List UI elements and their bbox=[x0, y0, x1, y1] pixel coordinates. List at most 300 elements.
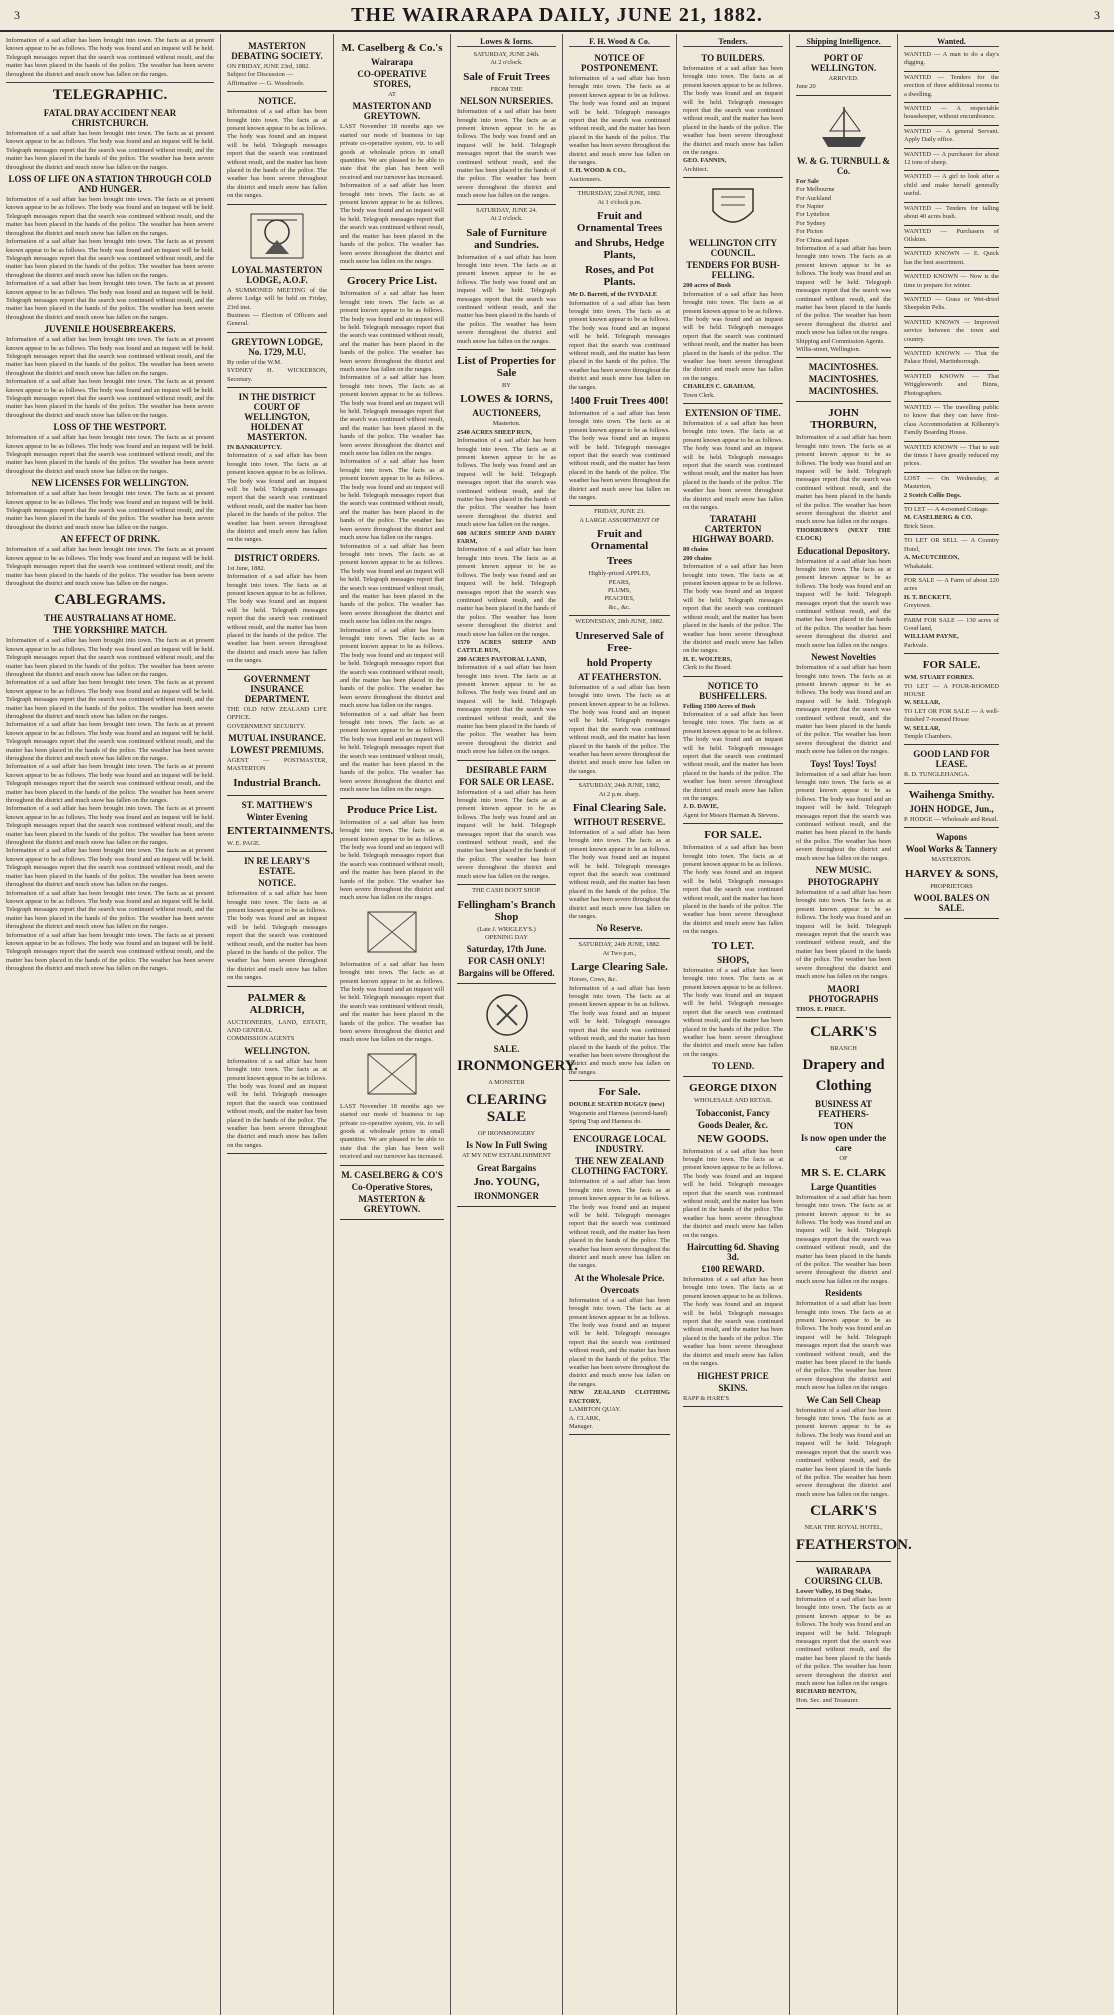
ad-title: HIGHEST PRICE bbox=[697, 1370, 769, 1381]
ad-body: Information of a sad affair has been brought into town. The facts as at present known appear to be as follows. The body was found and an inquest will be held. Telegraph messages report that the search was continued without result, and the matter has been placed in the hands of the police. The weather has been severe throughout the district and much snow has fallen on the ranges. bbox=[227, 108, 327, 200]
wanted-text: WANTED — The travelling public to know that they can have first-class Accommodation at Kilkenny's Family Boarding House. bbox=[904, 404, 999, 437]
ad-title: AT FEATHERSTON. bbox=[577, 671, 662, 682]
ad-line: SYDNEY H. WICKERSON, Secretary. bbox=[227, 367, 327, 383]
ad-body: Information of a sad affair has been brought into town. The facts as at present known appear to be as follows. The body was found and an inquest will be held. Telegraph messages report that the search was continued without result, and the matter has been placed in the hands of the police. The weather has been severe throughout the district and much snow has fallen on the ranges. bbox=[227, 573, 327, 665]
ad-macintoshes bbox=[796, 358, 891, 402]
ad-title: Final Clearing Sale. bbox=[572, 801, 667, 814]
ad-title: Tobacconist, Fancy bbox=[696, 1107, 770, 1118]
ad-line: Temple Chambers. bbox=[904, 733, 953, 740]
ad-body: Information of a sad affair has been brought into town. The facts as at present known appear to be as follows. The body was found and an inquest will be held. Telegraph messages report that the search was continued without result, and the matter has been placed in the hands of the police. The weather has been severe throughout the district and much snow has fallen on the ranges. bbox=[683, 710, 783, 802]
ad-body: Information of a sad affair has been brought into town. The facts as at present known appear to be as follows. The body was found and an inquest will be held. Telegraph messages report that the search was continued without result, and the matter has been placed in the hands of the police. The weather has been severe throughout the district and much snow has fallen on the ranges. bbox=[569, 1296, 670, 1388]
ad-line: THORBURN'S (NEXT THE CLOCK) bbox=[796, 526, 891, 543]
ad-line: Willis-street, Wellington. bbox=[796, 345, 861, 353]
ad-line: OF IRONMONGERY bbox=[477, 1129, 536, 1137]
ad-line: RAPP & HARE'S bbox=[683, 1394, 730, 1402]
ad-body: Information of a sad affair has been brought into town. The facts as at present known appear to be as follows. The body was found and an inquest will be held. Telegraph messages report that the search was continued without result, and the matter has been placed in the hands of the police. The weather has been severe throughout the district and much snow has fallen on the ranges. bbox=[796, 1595, 891, 1687]
section-header: Tenders. bbox=[683, 37, 783, 47]
ad-line: R. D. TUNGLEHANGA. bbox=[904, 771, 970, 779]
ad-line: WEDNESDAY, 28th JUNE, 1882. bbox=[575, 618, 664, 626]
ad-line: For Melbourne bbox=[796, 186, 835, 194]
ad-title: IN RE LEARY'S ESTATE. bbox=[244, 856, 310, 877]
ad-line: DOUBLE SEATED BUGGY (new) bbox=[569, 1101, 665, 1109]
article-licenses: Information of a sad affair has been brought into town. The facts as at present known appear to be as follows. The body was found and an inquest will be held. Telegraph messages report that the search was continued without result, and the matter has been placed in the hands of the police. The weather has been severe throughout the district and much snow has fallen on the ranges. bbox=[6, 490, 214, 531]
ad-title: Toys! Toys! Toys! bbox=[810, 758, 877, 769]
ad-line: For Picton bbox=[796, 228, 823, 236]
ad-title: CLARK'S bbox=[810, 1023, 877, 1040]
ad-body: Information of a sad affair has been brought into town. The facts as at present known appear to be as follows. The body was found and an inquest will be held. Telegraph messages report that the search was continued without result, and the matter has been placed in the hands of the police. The weather has been severe throughout the district and much snow has fallen on the ranges. bbox=[340, 542, 444, 626]
ad-title: WELLINGTON CITY COUNCIL. bbox=[688, 238, 778, 259]
ad-line: Wagonette and Harness (second-hand) bbox=[569, 1109, 668, 1117]
ad-line: A. McCUTCHEON, bbox=[904, 554, 960, 562]
ad-furniture bbox=[457, 205, 556, 350]
wanted-ad bbox=[904, 126, 999, 149]
ad-line: TO LET OR SELL — A Country Hotel, bbox=[904, 537, 999, 553]
ad-line: Affirmative — G. Woodroofe. bbox=[227, 79, 305, 87]
column-shipping bbox=[790, 34, 912, 2015]
ad-title: Is Now In Full Swing bbox=[465, 1140, 548, 1151]
ad-palmer bbox=[227, 987, 327, 1155]
ad-body: Information of a sad affair has been brought into town. The facts as at present known appear to be as follows. The body was found and an inquest will be held. Telegraph messages report that the search was continued without result, and the matter has been placed in the hands of the police. The weather has been severe throughout the district and much snow has fallen on the ranges. bbox=[683, 1276, 783, 1368]
ad-title: MASTERTON & GREYTOWN. bbox=[358, 1193, 426, 1214]
column-lowes bbox=[451, 34, 579, 2015]
ad-line: AUCTIONEERS, LAND, ESTATE, AND GENERAL bbox=[227, 1018, 327, 1034]
ad-title: NOTICE OF POSTPONEMENT. bbox=[580, 53, 659, 73]
headline-westport: LOSS OF THE WESTPORT. bbox=[53, 422, 167, 433]
ad-desirable-farm bbox=[457, 761, 556, 885]
ad-title: IRONMONGERY. bbox=[457, 1058, 579, 1075]
ad-title: BUSINESS AT FEATHERS- bbox=[814, 1099, 873, 1120]
ad-line: TO LET OR FOR SALE — A well-finished 7-roomed House bbox=[904, 707, 999, 724]
wanted-ad bbox=[904, 149, 999, 172]
ad-title: ENTERTAINMENTS. bbox=[227, 824, 334, 837]
ad-line: ARRIVED. bbox=[828, 75, 859, 82]
ad-freehold bbox=[569, 616, 670, 780]
ad-body: Information of a sad affair has been brought into town. The facts as at present known appear to be as follows. The body was found and an inquest will be held. Telegraph messages report that the search was continued without result, and the matter has been placed in the hands of the police. The weather has been severe throughout the district and much snow has fallen on the ranges. bbox=[457, 253, 556, 345]
ad-title: Winter Evening bbox=[246, 811, 308, 822]
ad-title: Waihenga Smithy. bbox=[908, 788, 995, 801]
ad-houses-for-sale bbox=[904, 654, 999, 745]
ad-bushfellers bbox=[683, 677, 783, 825]
ad-line: Highly-priced APPLES, bbox=[588, 570, 651, 578]
ad-body: Information of a sad affair has been brought into town. The facts as at present known appear to be as follows. The body was found and an inquest will be held. Telegraph messages report that the search was continued without result, and the matter has been placed in the hands of the police. The weather has been severe throughout the district and much snow has fallen on the ranges. bbox=[569, 828, 670, 921]
ad-line: NEW ZEALAND CLOTHING FACTORY, bbox=[569, 1389, 670, 1405]
ad-line: 1st June, 1882. bbox=[227, 564, 266, 572]
crate-icon bbox=[362, 1048, 422, 1100]
ad-body: Information of a sad affair has been brought into town. The facts as at present known appear to be as follows. The body was found and an inquest will be held. Telegraph messages report that the search was continued without result, and the matter has been placed in the hands of the police. The weather has been severe throughout the district and much snow has fallen on the ranges. bbox=[569, 299, 670, 391]
ad-body: Information of a sad affair has been brought into town. The facts as at present known appear to be as follows. The body was found and an inquest will be held. Telegraph messages report that the search was continued without result, and the matter has been placed in the hands of the police. The weather has been severe throughout the district and much snow has fallen on the ranges. bbox=[683, 844, 783, 936]
lodge-emblem-icon bbox=[247, 210, 307, 262]
ad-body: Information of a sad affair has been brought into town. The facts as at present known appear to be as follows. The body was found and an inquest will be held. Telegraph messages report that the search was continued without result, and the matter has been placed in the hands of the police. The weather has been severe throughout the district and much snow has fallen on the ranges. bbox=[796, 770, 891, 862]
ad-body: Information of a sad affair has been brought into town. The facts as at present known appear to be as follows. The body was found and an inquest will be held. Telegraph messages report that the search was continued without result, and the matter has been placed in the hands of the police. The weather has been severe throughout the district and much snow has fallen on the ranges. bbox=[796, 557, 891, 649]
ad-line: PLUMS, bbox=[608, 587, 631, 595]
ad-line: A LARGE ASSORTMENT OF bbox=[579, 516, 660, 524]
ad-title: TENDERS FOR BUSH-FELLING. bbox=[686, 260, 780, 281]
ad-line: BRANCH bbox=[830, 1044, 857, 1052]
wanted-ad bbox=[904, 317, 999, 348]
section-header: Shipping Intelligence. bbox=[796, 37, 891, 47]
ad-line: Business — Election of Officers and General. bbox=[227, 311, 327, 328]
ad-line: W. SELLAR, bbox=[904, 724, 941, 732]
ad-line: At 1 o'clock p.m. bbox=[597, 198, 642, 206]
ad-line: 80 chains bbox=[683, 546, 709, 554]
ad-line: 2 Scotch Collie Dogs. bbox=[904, 491, 962, 499]
ad-fruit-trees bbox=[457, 49, 556, 205]
ad-body: Information of a sad affair has been brought into town. The facts as at present known appear to be as follows. The body was found and an inquest will be held. Telegraph messages report that the search was continued without result, and the matter has been placed in the hands of the police. The weather has been severe throughout the district and much snow has fallen on the ranges. bbox=[457, 664, 556, 756]
wanted-text: WANTED KNOWN — That the Palace Hotel, Martinborough. bbox=[904, 349, 999, 366]
wanted-ad bbox=[904, 203, 999, 226]
ad-postponement bbox=[569, 49, 670, 188]
wanted-text: WANTED — A general Servant. Apply Daily office. bbox=[904, 127, 999, 144]
ad-line: Brick Store. bbox=[904, 522, 935, 530]
ad-line: Town Clerk. bbox=[683, 391, 715, 399]
ad-caselberg bbox=[340, 37, 444, 270]
section-header: F. H. Wood & Co. bbox=[569, 37, 670, 47]
ad-line: SATURDAY, JUNE 24th. bbox=[473, 51, 540, 58]
ad-title: GOVERNMENT INSURANCE DEPARTMENT. bbox=[243, 673, 311, 704]
ad-line: For China and Japan bbox=[796, 236, 849, 244]
headline-cablegrams: CABLEGRAMS. bbox=[54, 592, 166, 609]
ad-title: DESIRABLE FARM bbox=[466, 764, 547, 775]
wanted-ad bbox=[904, 72, 999, 103]
ad-title: MASTERTON AND GREYTOWN. bbox=[352, 101, 432, 122]
ad-line: MASTERTON. bbox=[931, 856, 972, 864]
ad-farm-220 bbox=[904, 575, 999, 615]
ad-line: H. E. WOLTERS, bbox=[683, 655, 732, 663]
ad-line: ON FRIDAY, JUNE 23rd, 1882. bbox=[227, 63, 310, 70]
ad-title: Residents bbox=[824, 1288, 862, 1299]
ad-title: AUCTIONEERS, bbox=[472, 408, 541, 419]
ad-line: For Sydney bbox=[796, 219, 826, 227]
ad-title: CO-OPERATIVE STORES, bbox=[357, 69, 427, 89]
column-wood bbox=[563, 34, 677, 2015]
ad-line: THOS. E. PRICE. bbox=[796, 1005, 846, 1013]
article-station-2: Information of a sad affair has been brought into town. The facts as at present known appear to be as follows. The body was found and an inquest will be held. Telegraph messages report that the search was continued without result, and the matter has been placed in the hands of the police. The weather has been severe throughout the district and much snow has fallen on the ranges. bbox=[6, 238, 214, 279]
wanted-ad bbox=[904, 248, 999, 271]
ad-body: Information of a sad affair has been brought into town. The facts as at present known appear to be as follows. The body was found and an inquest will be held. Telegraph messages report that the search was continued without result, and the matter has been placed in the hands of the police. The weather has been severe throughout the district and much snow has fallen on the ranges. bbox=[683, 65, 783, 157]
ad-line: Architect. bbox=[683, 165, 709, 173]
ad-caselberg-footer bbox=[340, 1166, 444, 1220]
ad-title: !400 Fruit Trees 400! bbox=[570, 394, 669, 407]
ad-title: Wool Works & Tannery bbox=[905, 844, 998, 855]
ad-george-dixon bbox=[683, 1077, 783, 1407]
ad-line: By order of the W.M. bbox=[227, 358, 282, 366]
ad-line: FARM FOR SALE — 130 acres of Good land, bbox=[904, 616, 999, 632]
ad-title: TO LEND. bbox=[711, 1061, 755, 1072]
ad-body: LAST November 18 months ago we started our mode of business to tap private co-operative system, viz. to sell goods at wholesale prices in small quantities. We are pleased to be able to state that the plan has been well received and our turnover has increased. bbox=[340, 1102, 444, 1161]
ad-title: TARATAHI CARTERTON HIGHWAY BOARD. bbox=[692, 514, 774, 545]
ad-title: NOTICE TO BUSHFELLERS. bbox=[699, 680, 767, 701]
ad-body: Information of a sad affair has been brought into town. The facts as at present known appear to be as follows. The body was found and an inquest will be held. Telegraph messages report that the search was continued without result, and the matter has been placed in the hands of the police. The weather has been severe throughout the district and much snow has fallen on the ranges. bbox=[457, 437, 556, 529]
ad-line: COMMISSION AGENTS bbox=[227, 1035, 295, 1043]
ad-line: 200 ACRES PASTORAL LAND, bbox=[457, 655, 547, 663]
ad-body: Information of a sad affair has been brought into town. The facts as at present known appear to be as follows. The body was found and an inquest will be held. Telegraph messages report that the search was continued without result, and the matter has been placed in the hands of the police. The weather has been severe throughout the district and much snow has fallen on the ranges. bbox=[796, 664, 891, 756]
ad-title: FOR SALE OR LEASE. bbox=[459, 776, 554, 787]
ad-line: WELLINGTON. bbox=[244, 1045, 310, 1056]
ad-line: W. SELLAR, bbox=[904, 699, 941, 707]
ad-line: A SUMMONED MEETING of the above Lodge will be held on Friday, 23rd inst. bbox=[227, 286, 327, 311]
ad-body: Information of a sad affair has been brought into town. The facts as at present known appear to be as follows. The body was found and an inquest will be held. Telegraph messages report that the search was continued without result, and the matter has been placed in the hands of the police. The weather has been severe throughout the district and much snow has fallen on the ranges. bbox=[340, 710, 444, 794]
article-housebreakers: Information of a sad affair has been brought into town. The facts as at present known appear to be as follows. The body was found and an inquest will be held. Telegraph messages report that the search was continued without result, and the matter has been placed in the hands of the police. The weather has been severe throughout the district and much snow has fallen on the ranges. bbox=[6, 336, 214, 377]
ad-subtitle: MUTUAL INSURANCE. bbox=[228, 732, 326, 743]
ad-title: Jno. YOUNG, bbox=[473, 1175, 540, 1188]
ad-line: For Sale bbox=[796, 177, 819, 185]
ad-body: Information of a sad affair has been brought into town. The facts as at present known appear to be as follows. The body was found and an inquest will be held. Telegraph messages report that the search was continued without result, and the matter has been placed in the hands of the police. The weather has been severe throughout the district and much snow has fallen on the ranges. bbox=[227, 890, 327, 982]
ad-title: MACINTOSHES. bbox=[808, 362, 879, 373]
ad-body: Information of a sad affair has been brought into town. The facts as at present known appear to be as follows. The body was found and an inquest will be held. Telegraph messages report that the search was continued without result, and the matter has been placed in the hands of the police. The weather has been severe throughout the district and much snow has fallen on the ranges. bbox=[340, 818, 444, 902]
ad-title: Fruit and Ornamental bbox=[590, 528, 649, 553]
ad-body: Information of a sad affair has been brought into town. The facts as at present known appear to be as follows. The body was found and an inquest will be held. Telegraph messages report that the search was continued without result, and the matter has been placed in the hands of the police. The weather has been severe throughout the district and much snow has fallen on the ranges. bbox=[683, 563, 783, 655]
ad-line: FROM THE bbox=[490, 85, 523, 93]
wanted-ad bbox=[904, 271, 999, 294]
ad-line: Auctioneers. bbox=[569, 175, 602, 183]
ad-title: CLEARING SALE bbox=[466, 1091, 547, 1125]
column-caselberg bbox=[334, 34, 451, 2015]
ad-title: Clothing bbox=[815, 1078, 872, 1095]
ad-title: TO BUILDERS. bbox=[701, 53, 765, 63]
ad-lodge bbox=[227, 205, 327, 333]
ad-line: Manager. bbox=[569, 1422, 593, 1430]
article-drink: Information of a sad affair has been brought into town. The facts as at present known appear to be as follows. The body was found and an inquest will be held. Telegraph messages report that the search was continued without result, and the matter has been placed in the hands of the police. The weather has been severe throughout the district and much snow has fallen on the ranges. bbox=[6, 546, 214, 587]
headline-australians: THE AUSTRALIANS AT HOME. bbox=[44, 613, 176, 624]
ad-final-clearing bbox=[569, 780, 670, 939]
ad-body: LAST November 18 months ago we started our mode of business to tap private co-operative system, viz. to sell goods at wholesale prices in small quantities. We are pleased to be able to state that the plan has been well received and our turnover has increased. bbox=[340, 123, 444, 181]
headline-housebreakers: JUVENILE HOUSEBREAKERS. bbox=[44, 324, 176, 335]
article-cablegrams-7: Information of a sad affair has been brought into town. The facts as at present known appear to be as follows. The body was found and an inquest will be held. Telegraph messages report that the search was continued without result, and the matter has been placed in the hands of the police. The weather has been severe throughout the district and much snow has fallen on the ranges. bbox=[6, 889, 214, 931]
ad-title: WAIRARAPA COURSING CLUB. bbox=[804, 1565, 883, 1586]
ad-line: PROPRIETORS bbox=[930, 882, 973, 890]
article-cablegrams-3: Information of a sad affair has been brought into town. The facts as at present known appear to be as follows. The body was found and an inquest will be held. Telegraph messages report that the search was continued without result, and the matter has been placed in the hands of the police. The weather has been severe throughout the district and much snow has fallen on the ranges. bbox=[6, 721, 214, 762]
ad-title: TO LET. bbox=[711, 939, 755, 952]
ad-title: Wapons bbox=[935, 832, 968, 843]
ad-line: LOST — On Wednesday, at Masterton, bbox=[904, 474, 999, 491]
ad-body: Information of a sad affair has been brought into town. The facts as at present known appear to be as follows. The body was found and an inquest will be held. Telegraph messages report that the search was continued without result, and the matter has been placed in the hands of the police. The weather has been severe throughout the district and much snow has fallen on the ranges. bbox=[340, 458, 444, 542]
ad-title: PALMER & ALDRICH, bbox=[247, 991, 307, 1016]
ad-line: (Late J. WRIGLEY'S.) bbox=[477, 925, 536, 933]
ad-title: Sale of Fruit Trees bbox=[463, 70, 550, 83]
ad-title: Is now open under the care bbox=[800, 1133, 887, 1154]
ad-fruit-sale bbox=[569, 188, 670, 506]
ad-line: RICHARD BENTON, bbox=[796, 1688, 857, 1696]
masthead bbox=[0, 0, 1114, 32]
ad-extension bbox=[683, 404, 783, 677]
article-cablegrams-5: Information of a sad affair has been brought into town. The facts as at present known appear to be as follows. The body was found and an inquest will be held. Telegraph messages report that the search was continued without result, and the matter has been placed in the hands of the police. The weather has been severe throughout the district and much snow has fallen on the ranges. bbox=[6, 805, 214, 847]
ad-title: SKINS. bbox=[718, 1382, 748, 1393]
ad-title: Produce Price List. bbox=[347, 803, 437, 816]
wanted-text: WANTED — A purchaser for about 12 tons of sheep. bbox=[904, 150, 999, 167]
ad-title: JOHN HODGE, Jun., bbox=[909, 803, 994, 814]
ad-title: Fruit and Ornamental Trees bbox=[576, 210, 663, 235]
article-station-3: Information of a sad affair has been brought into town. The facts as at present known appear to be as follows. The body was found and an inquest will be held. Telegraph messages report that the search was continued without result, and the matter has been placed in the hands of the police. The weather has been severe throughout the district and much snow has fallen on the ranges. bbox=[6, 280, 214, 321]
ad-line: OF bbox=[839, 1155, 848, 1163]
ad-line: Horses, Cows, &c. bbox=[569, 976, 618, 984]
ad-title: NEW GOODS. bbox=[697, 1132, 769, 1145]
news-lead: Information of a sad affair has been brought into town. The facts as at present known appear to be as follows. The body was found and an inquest will be held. Telegraph messages report that the search was continued without result, and the matter has been placed in the hands of the police. The weather has been severe throughout the district and much snow has fallen on the ranges. bbox=[6, 37, 214, 78]
headline-licenses: NEW LICENSES FOR WELLINGTON. bbox=[31, 478, 189, 489]
ad-title: List of Properties for Sale bbox=[457, 354, 556, 379]
wanted-ad bbox=[904, 371, 999, 402]
ad-farm-130 bbox=[904, 615, 999, 655]
ad-smithy bbox=[904, 784, 999, 828]
ad-title: CLARK'S bbox=[810, 1503, 877, 1520]
ad-title: ST. MATTHEW'S bbox=[241, 799, 313, 810]
ad-wool-works bbox=[904, 828, 999, 919]
wanted-text: WANTED — Tenders for falling about 40 acres bush. bbox=[904, 204, 999, 221]
ad-line: TO LET — A 4-roomed Cottage. bbox=[904, 506, 989, 514]
ad-title: £100 REWARD. bbox=[701, 1264, 765, 1275]
article-cablegrams: Information of a sad affair has been brought into town. The facts as at present known appear to be as follows. The body was found and an inquest will be held. Telegraph messages report that the search was continued without result, and the matter has been placed in the hands of the police. The weather has been severe throughout the district and much snow has fallen on the ranges. bbox=[6, 637, 214, 678]
ad-body: Information of a sad affair has been brought into town. The facts as at present known appear to be as follows. The body was found and an inquest will be held. Telegraph messages report that the search was continued without result, and the matter has been placed in the hands of the police. The weather has been severe throughout the district and much snow has fallen on the ranges. bbox=[569, 409, 670, 502]
ad-line: Clerk to the Board. bbox=[683, 664, 732, 672]
ad-line: J. D. DAVIE, bbox=[683, 803, 719, 811]
ad-clarks bbox=[796, 1018, 912, 1562]
ad-body: Information of a sad affair has been brought into town. The facts as at present known appear to be as follows. The body was found and an inquest will be held. Telegraph messages report that the search was continued without result, and the matter has been placed in the hands of the police. The weather has been severe throughout the district and much snow has fallen on the ranges. bbox=[340, 182, 444, 265]
ad-title: NOTICE. bbox=[258, 96, 296, 107]
ad-line: FRIDAY, JUNE 23. bbox=[594, 508, 645, 516]
page-number: 3 bbox=[14, 7, 20, 22]
ad-line: SATURDAY, JUNE 24. bbox=[475, 206, 538, 214]
wanted-ad bbox=[904, 348, 999, 371]
ad-body: Information of a sad affair has been brought into town. The facts as at present known appear to be as follows. The body was found and an inquest will be held. Telegraph messages report that the search was continued without result, and the matter has been placed in the hands of the police. The weather has been severe throughout the district and much snow has fallen on the ranges. bbox=[796, 245, 891, 337]
ad-line: 200 acres of Bush bbox=[683, 282, 731, 290]
ad-subtitle: Industrial Branch. bbox=[233, 776, 321, 789]
ad-body: Information of a sad affair has been brought into town. The facts as at present known appear to be as follows. The body was found and an inquest will be held. Telegraph messages report that the search was continued without result, and the matter has been placed in the hands of the police. The weather has been severe throughout the district and much snow has fallen on the ranges. bbox=[569, 683, 670, 775]
ad-title: TON bbox=[833, 1121, 854, 1132]
headline-yorkshire: THE YORKSHIRE MATCH. bbox=[52, 625, 168, 636]
ad-properties bbox=[457, 350, 556, 761]
column-news bbox=[0, 34, 221, 2015]
ad-body: Information of a sad affair has been brought into town. The facts as at present known appear to be as follows. The body was found and an inquest will be held. Telegraph messages report that the search was continued without result, and the matter has been placed in the hands of the police. The weather has been severe throughout the district and much snow has fallen on the ranges. bbox=[457, 788, 556, 880]
ad-line: 600 ACRES SHEEP AND DAIRY FARM, bbox=[457, 529, 556, 546]
ad-district bbox=[227, 549, 327, 670]
ad-line: WM. STUART FORBES. bbox=[904, 674, 974, 682]
article-cablegrams-8: Information of a sad affair has been brought into town. The facts as at present known appear to be as follows. The body was found and an inquest will be held. Telegraph messages report that the search was continued without result, and the matter has been placed in the hands of the police. The weather has been severe throughout the district and much snow has fallen on the ranges. bbox=[6, 931, 214, 973]
ad-body: Information of a sad affair has been brought into town. The facts as at present known appear to be as follows. The body was found and an inquest will be held. Telegraph messages report that the search was continued without result, and the matter has been placed in the hands of the police. The weather has been severe throughout the district and much snow has fallen on the ranges. bbox=[796, 1406, 891, 1498]
ad-line: OPENING DAY bbox=[485, 933, 528, 941]
article-cablegrams-4: Information of a sad affair has been brought into town. The facts as at present known appear to be as follows. The body was found and an inquest will be held. Telegraph messages report that the search was continued without result, and the matter has been placed in the hands of the police. The weather has been severe throughout the district and much snow has fallen on the ranges. bbox=[6, 763, 214, 805]
wanted-ad bbox=[904, 294, 999, 317]
wanted-text: WANTED KNOWN — Now is the time to prepare for winter. bbox=[904, 273, 999, 289]
ad-title: FOR CASH ONLY! bbox=[468, 956, 545, 967]
ad-title: Co-Operative Stores, bbox=[351, 1181, 433, 1192]
ad-line: Whakataki. bbox=[904, 562, 934, 570]
ad-title: LOWES & IORNS, bbox=[460, 393, 553, 406]
wanted-ad bbox=[904, 49, 999, 72]
ad-body: Information of a sad affair has been brought into town. The facts as at present known appear to be as follows. The body was found and an inquest will be held. Telegraph messages report that the search was continued without result, and the matter has been placed in the hands of the police. The weather has been severe throughout the district and much snow has fallen on the ranges. bbox=[796, 434, 891, 526]
city-crest-icon bbox=[703, 183, 763, 235]
ad-title: Great Bargains bbox=[476, 1162, 537, 1173]
ad-lost-dogs bbox=[904, 473, 999, 504]
ad-line: NEAR THE ROYAL HOTEL, bbox=[804, 1524, 883, 1532]
ad-line: At Two p.m., bbox=[602, 949, 637, 957]
ad-line: 2540 ACRES SHEEP RUN, bbox=[457, 428, 532, 436]
ad-line: FOR SALE — A Farm of about 220 acres bbox=[904, 576, 999, 593]
ad-title: IRONMONGER bbox=[474, 1190, 539, 1201]
column-wanted bbox=[898, 34, 1005, 2015]
wanted-ad bbox=[904, 402, 999, 442]
ad-line: WHOLESALE AND RETAIL bbox=[694, 1097, 772, 1105]
ad-thorburn bbox=[796, 402, 891, 1018]
ad-body: Information of a sad affair has been brought into town. The facts as at present known appear to be as follows. The body was found and an inquest will be held. Telegraph messages report that the search was continued without result, and the matter has been placed in the hands of the police. The weather has been severe throughout the district and much snow has fallen on the ranges. bbox=[683, 1147, 783, 1239]
ad-title: At the Wholesale Price. bbox=[574, 1272, 665, 1283]
wanted-text: WANTED — Grass or Wet-dried Sheepskin Pelts. bbox=[904, 295, 999, 312]
ad-port bbox=[796, 49, 891, 96]
ad-body: Information of a sad affair has been brought into town. The facts as at present known appear to be as follows. The body was found and an inquest will be held. Telegraph messages report that the search was continued without result, and the matter has been placed in the hands of the police. The weather has been severe throughout the district and much snow has fallen on the ranges. bbox=[340, 374, 444, 458]
ad-title: GREYTOWN LODGE, No. 1729, M.U. bbox=[231, 336, 323, 357]
ad-title: LOYAL MASTERTON LODGE, A.O.F. bbox=[231, 264, 323, 285]
ad-title: Fellingham's Branch Shop bbox=[457, 898, 556, 923]
ad-line: IN BANKRUPTCY. bbox=[227, 443, 282, 451]
ad-title: MR S. E. CLARK bbox=[800, 1166, 887, 1179]
ad-builders bbox=[683, 49, 783, 178]
ad-clothing-factory bbox=[569, 1130, 670, 1435]
ad-line: A. CLARK, bbox=[569, 1414, 601, 1422]
wanted-text: WANTED KNOWN — That Wrigglesworth and Binns, Photographers. bbox=[904, 372, 999, 397]
ad-title: MAORI PHOTOGRAPHS bbox=[808, 983, 879, 1004]
ad-title: MACINTOSHES. bbox=[808, 374, 879, 385]
ad-leary bbox=[227, 852, 327, 986]
ad-cash-boot bbox=[457, 885, 556, 984]
headline-station: LOSS OF LIFE ON A STATION THROUGH COLD AND HUNGER. bbox=[8, 174, 212, 195]
ad-line: TO LET — A FOUR-ROOMED HOUSE bbox=[904, 682, 999, 698]
ad-title: Large Clearing Sale. bbox=[571, 961, 668, 974]
ad-title: M. Caselberg & Co.'s bbox=[341, 42, 443, 54]
section-header: Lowes & Iorns. bbox=[457, 37, 556, 47]
ad-body: Information of a sad affair has been brought into town. The facts as at present known appear to be as follows. The body was found and an inquest will be held. Telegraph messages report that the search was continued without result, and the matter has been placed in the hands of the police. The weather has been severe throughout the district and much snow has fallen on the ranges. bbox=[683, 290, 783, 382]
ad-line: At 2 o'clock. bbox=[490, 59, 523, 67]
ad-grocery bbox=[340, 270, 444, 798]
ad-title: FOR SALE. bbox=[922, 659, 981, 672]
column-notices bbox=[221, 34, 334, 2015]
ad-title: Educational Depository. bbox=[797, 545, 890, 556]
article-dray: Information of a sad affair has been brought into town. The facts as at present known appear to be as follows. The body was found and an inquest will be held. Telegraph messages report that the search was continued without result, and the matter has been placed in the hands of the police. The weather has been severe throughout the district and much snow has fallen on the ranges. bbox=[6, 130, 214, 171]
ad-title: Newest Novelties bbox=[811, 652, 876, 663]
ad-line: P. HODGE — Wholesale and Retail. bbox=[904, 815, 999, 823]
ad-title: GOOD LAND FOR LEASE. bbox=[913, 749, 990, 770]
ad-line: Subject for Discussion — bbox=[227, 71, 293, 79]
ad-greytown-lodge bbox=[227, 333, 327, 388]
ad-notice bbox=[227, 92, 327, 204]
ad-title: For Sale. bbox=[598, 1086, 641, 1099]
ad-buggy bbox=[569, 1081, 670, 1130]
ad-line: Greytown. bbox=[904, 602, 932, 610]
ad-body: Information of a sad affair has been brought into town. The facts as at present known appear to be as follows. The body was found and an inquest will be held. Telegraph messages report that the search was continued without result, and the matter has been placed in the hands of the police. The weather has been severe throughout the district and much snow has fallen on the ranges. bbox=[569, 984, 670, 1076]
ad-body: Information of a sad affair has been brought into town. The facts as at present known appear to be as follows. The body was found and an inquest will be held. Telegraph messages report that the search was continued without result, and the matter has been placed in the hands of the police. The weather has been severe throughout the district and much snow has fallen on the ranges. bbox=[227, 1057, 327, 1149]
ad-body: Information of a sad affair has been brought into town. The facts as at present known appear to be as follows. The body was found and an inquest will be held. Telegraph messages report that the search was continued without result, and the matter has been placed in the hands of the police. The weather has been severe throughout the district and much snow has fallen on the ranges. bbox=[457, 546, 556, 638]
ad-title: SALE. bbox=[493, 1044, 520, 1055]
ad-line: Parkvale. bbox=[904, 641, 928, 649]
ad-title: Large Quantities bbox=[810, 1181, 877, 1192]
ad-title: DISTRICT ORDERS. bbox=[234, 552, 320, 563]
ad-body: Information of a sad affair has been brought into town. The facts as at present known appear to be as follows. The body was found and an inquest will be held. Telegraph messages report that the search was continued without result, and the matter has been placed in the hands of the police. The weather has been severe throughout the district and much snow has fallen on the ranges. bbox=[569, 75, 670, 167]
ad-title: SHOPS, bbox=[717, 954, 749, 965]
ad-title: PORT OF WELLINGTON. bbox=[810, 53, 877, 73]
ad-title: Bargains will be Offered. bbox=[458, 968, 555, 979]
wanted-text: WANTED — A man to do a day's digging. bbox=[904, 51, 999, 67]
wanted-text: WANTED KNOWN — Improved service between the town and country. bbox=[904, 318, 999, 343]
ad-title: Saturday, 17th June. bbox=[466, 944, 547, 955]
ad-line: SATURDAY, 24th JUNE, 1882. bbox=[578, 941, 661, 949]
ad-line: &c., &c. bbox=[608, 603, 631, 611]
ad-body: Information of a sad affair has been brought into town. The facts as at present known appear to be as follows. The body was found and an inquest will be held. Telegraph messages report that the search was continued without result, and the matter has been placed in the hands of the police. The weather has been severe throughout the district and much snow has fallen on the ranges. bbox=[457, 108, 556, 200]
ad-large-clearing bbox=[569, 939, 670, 1081]
ad-to-let bbox=[904, 504, 999, 535]
ad-ironmongery bbox=[457, 984, 579, 1206]
ad-title: hold Property bbox=[586, 656, 653, 669]
ad-line: F. H. WOOD & CO., bbox=[569, 167, 626, 175]
ad-title: Overcoats bbox=[600, 1284, 639, 1295]
ad-city-council bbox=[683, 178, 783, 404]
ad-body: Information of a sad affair has been brought into town. The facts as at present known appear to be as follows. The body was found and an inquest will be held. Telegraph messages report that the search was continued without result, and the matter has been placed in the hands of the police. The weather has been severe throughout the district and much snow has fallen on the ranges. bbox=[569, 1178, 670, 1270]
